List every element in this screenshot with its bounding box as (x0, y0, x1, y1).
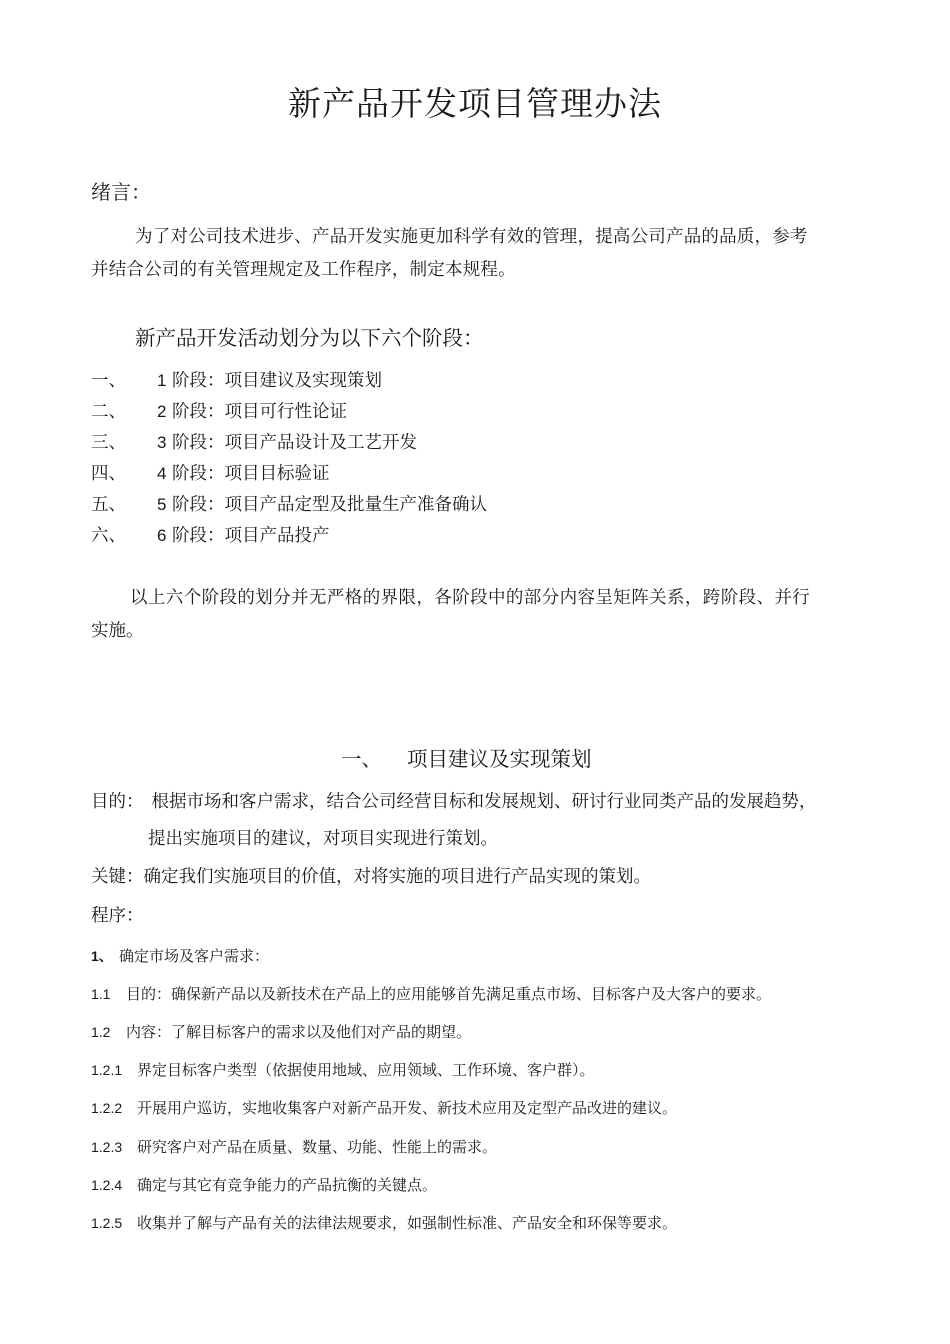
document-title: 新产品开发项目管理办法 (288, 84, 662, 123)
item-code: 1.2.1 (91, 1062, 123, 1078)
stages-note-line-1: 以上六个阶段的划分并无严格的界限，各阶段中的部分内容呈矩阵关系，跨阶段、并行 (130, 588, 811, 608)
stage-number: 四、 (91, 464, 126, 484)
stage-text: 阶段：项目目标验证 (172, 464, 330, 484)
stage-number: 一、 (91, 371, 126, 391)
section-title: 项目建议及实现策划 (407, 747, 592, 771)
stage-text: 阶段：项目产品投产 (172, 526, 330, 546)
item-code: 1.2 (91, 1024, 111, 1040)
item-code: 1.2.2 (91, 1100, 123, 1116)
section-heading (341, 742, 592, 772)
item-code: 1.2.3 (91, 1139, 123, 1155)
purpose-line-2: 提出实施项目的建议，对项目实现进行策划。 (148, 829, 498, 849)
stage-number: 六、 (91, 526, 126, 546)
item-text: 开展用户巡访，实地收集客户对新产品开发、新技术应用及定型产品改进的建议。 (137, 1099, 678, 1117)
stages-heading: 新产品开发活动划分为以下六个阶段： (135, 326, 484, 350)
stage-index: 4 (157, 464, 167, 483)
stage-index: 5 (157, 495, 167, 514)
stage-number: 三、 (91, 433, 126, 453)
item-code: 1.2.5 (91, 1215, 123, 1231)
key-text: 确定我们实施项目的价值，对将实施的项目进行产品实现的策划。 (143, 867, 651, 887)
item-code: 1、 (91, 948, 113, 964)
purpose-text-1: 根据市场和客户需求，结合公司经营目标和发展规划、研讨行业同类产品的发展趋势， (151, 792, 817, 812)
stage-text: 阶段：项目产品定型及批量生产准备确认 (172, 495, 488, 515)
stage-index: 3 (157, 433, 167, 452)
stage-index: 6 (157, 526, 167, 545)
stage-text: 阶段：项目建议及实现策划 (172, 371, 383, 391)
item-text: 收集并了解与产品有关的法律法规要求，如强制性标准、产品安全和环保等要求。 (137, 1214, 678, 1232)
intro-paragraph-line-2: 并结合公司的有关管理规定及工作程序，制定本规程。 (91, 260, 516, 280)
procedure-item (91, 1097, 677, 1118)
procedure-item (91, 1021, 471, 1042)
item-text: 确定市场及客户需求： (119, 947, 270, 965)
key-label: 关键： (91, 867, 144, 887)
procedure-item (91, 983, 771, 1004)
item-code: 1.2.4 (91, 1177, 123, 1193)
procedure-item (91, 1136, 497, 1157)
stage-item (91, 367, 382, 392)
purpose-label: 目的： (91, 792, 144, 812)
stage-index: 2 (157, 402, 167, 421)
item-code: 1.1 (91, 986, 111, 1002)
stage-item (91, 491, 487, 516)
procedure-item (91, 1059, 595, 1080)
stage-number: 二、 (91, 402, 126, 422)
section-number: 一、 (341, 747, 382, 771)
item-text: 确定与其它有竞争能力的产品抗衡的关键点。 (137, 1176, 438, 1194)
stage-item (91, 460, 330, 485)
stage-index: 1 (157, 371, 167, 390)
stage-item (91, 522, 330, 547)
stage-item (91, 429, 417, 454)
stage-number: 五、 (91, 495, 126, 515)
key-line (91, 863, 651, 888)
intro-paragraph-line-1: 为了对公司技术进步、产品开发实施更加科学有效的管理，提高公司产品的品质，参考 (135, 227, 808, 247)
stages-note-line-2: 实施。 (91, 621, 144, 641)
procedure-item (91, 945, 269, 966)
stage-item (91, 398, 347, 423)
item-text: 内容：了解目标客户的需求以及他们对产品的期望。 (126, 1023, 472, 1041)
purpose-line-1 (91, 788, 817, 813)
stage-text: 阶段：项目产品设计及工艺开发 (172, 433, 418, 453)
procedure-item (91, 1212, 677, 1233)
stage-text: 阶段：项目可行性论证 (172, 402, 348, 422)
procedure-item (91, 1174, 437, 1195)
item-text: 目的：确保新产品以及新技术在产品上的应用能够首先满足重点市场、目标客户及大客户的要求。 (126, 985, 772, 1003)
intro-heading: 绪言： (91, 180, 151, 204)
item-text: 研究客户对产品在质量、数量、功能、性能上的需求。 (137, 1138, 498, 1156)
procedure-label: 程序： (91, 906, 144, 926)
item-text: 界定目标客户类型（依据使用地域、应用领域、工作环境、客户群）。 (137, 1061, 595, 1079)
